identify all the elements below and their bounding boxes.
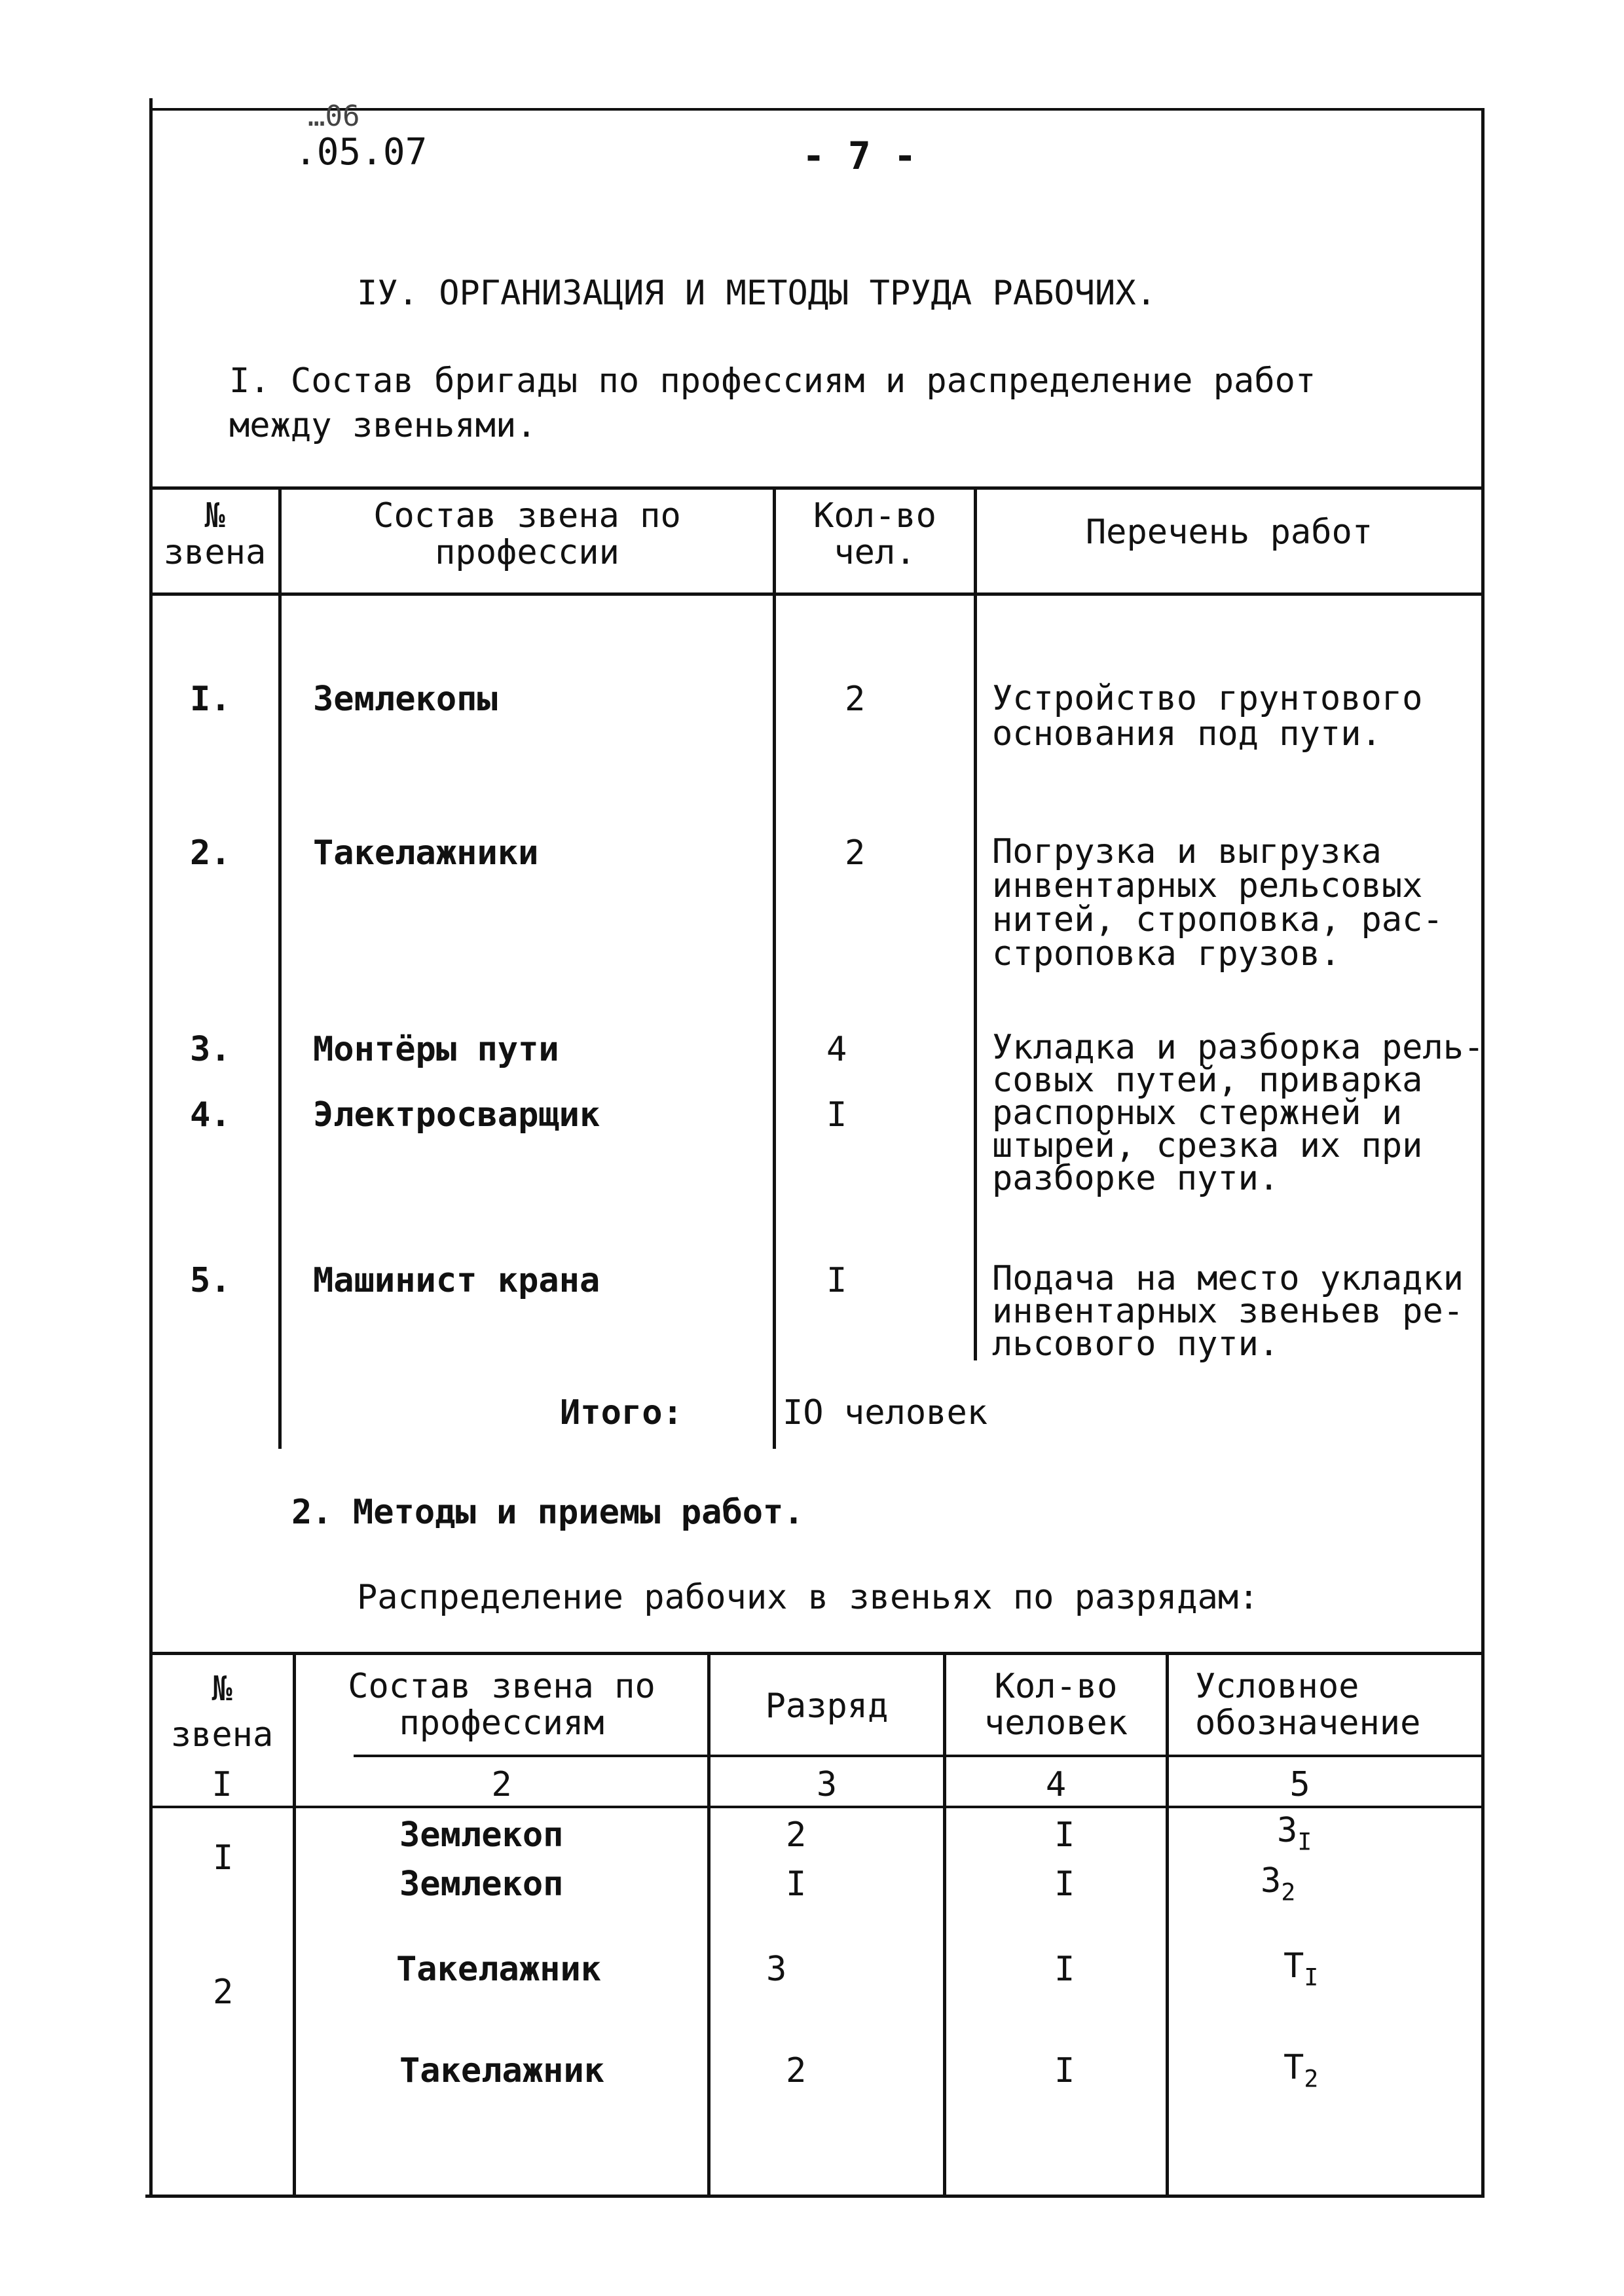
table1-row-name: Монтёры пути (313, 1030, 559, 1069)
table2-row-symbol-index: I (1297, 1827, 1312, 1856)
table2-row-symbol-index: 2 (1304, 2064, 1319, 2093)
table1-row-num: 4. (190, 1095, 231, 1135)
page-number: - 7 - (802, 134, 917, 178)
table1-col-divider-1 (278, 486, 282, 1449)
table1-header-rule (149, 592, 1485, 596)
table1-row-name: Землекопы (313, 680, 498, 719)
table2-row-name: Землекоп (399, 1815, 564, 1855)
table1-header-works: Перечень работ (1085, 513, 1373, 552)
table2-header-count: Кол-во человек (984, 1667, 1128, 1743)
subsection1-title: I. Состав бригады по профессиям и распределение работ между звеньями. (229, 361, 1316, 445)
table1-row-num: I. (190, 680, 231, 719)
table1-row-num: 2. (190, 833, 231, 873)
frame-bottom (145, 2195, 1485, 2198)
table1-row-num: 5. (190, 1261, 231, 1300)
table2-header-composition: Состав звена по профессиям (348, 1667, 655, 1743)
table2-row-grade: 2 (786, 1815, 807, 1855)
table1-total-label: Итого: (560, 1393, 683, 1432)
table2-row-symbol (1277, 1812, 1312, 1861)
table1-header-composition: Состав звена по профессии (373, 496, 681, 572)
table2-col-divider-2 (707, 1652, 710, 2196)
table1-top-rule (149, 486, 1485, 490)
table2-row-symbol-index: 2 (1281, 1878, 1296, 1906)
doc-code: .05.07 (295, 131, 428, 173)
table2-row-symbol-letter: Т (1283, 2048, 1304, 2087)
table2-header-num: № звена (170, 1669, 274, 1755)
table2-row-symbol-letter: Т (1283, 1946, 1304, 1986)
table2-header-grade: Разряд (765, 1686, 889, 1726)
table2-row-count: I (1054, 1815, 1075, 1855)
table1-row-name: Электросварщик (313, 1095, 600, 1135)
doc-code-prefix: …06 (308, 100, 360, 133)
table2-row-grade: I (786, 1865, 807, 1904)
table1-row-works: Укладка и разборка рель- совых путей, приварка распорных стержней и штырей, срезка их при разборке пути. (992, 1028, 1485, 1198)
table2-row-count: I (1054, 1950, 1075, 1989)
table1-row-count: I (826, 1095, 847, 1135)
table1-row-count: I (826, 1261, 847, 1300)
table2-col-number: 2 (491, 1765, 512, 1804)
frame-left (149, 98, 153, 2196)
table2-row-grade: 3 (766, 1950, 787, 1989)
table2-col-number: I (212, 1765, 232, 1804)
table2-row-name: Землекоп (399, 1865, 564, 1904)
table2-header-mid-rule (354, 1755, 1485, 1757)
table1-total-value: IO человек (783, 1393, 988, 1432)
table1-row-count: 2 (845, 833, 866, 873)
table2-row-symbol (1261, 1863, 1295, 1911)
table2-row-name: Такелажник (396, 1950, 602, 1989)
section-title: IУ. ОРГАНИЗАЦИЯ И МЕТОДЫ ТРУДА РАБОЧИХ. (357, 274, 1156, 313)
table2-row-count: I (1054, 2051, 1075, 2090)
table2-group-num: 2 (213, 1973, 234, 2012)
table2-row-name: Такелажник (399, 2051, 605, 2090)
table2-col-number: 4 (1045, 1765, 1067, 1804)
table1-row-name: Такелажники (313, 833, 539, 873)
table1-row-count: 4 (826, 1030, 847, 1069)
table2-row-symbol-letter: З (1261, 1861, 1282, 1901)
table1-row-name: Машинист крана (313, 1261, 600, 1300)
table2-top-rule (149, 1652, 1485, 1655)
table1-row-works: Погрузка и выгрузка инвентарных рельсовых нитей, строповка, рас- строповка грузов. (992, 832, 1443, 974)
table1-row-num: 3. (190, 1030, 231, 1069)
table2-col-number: 3 (816, 1765, 838, 1804)
table1-row-works: Устройство грунтового основания под пути. (992, 679, 1423, 754)
table1-col-divider-2 (773, 486, 776, 1449)
table1-row-count: 2 (845, 680, 866, 719)
table2-row-symbol (1283, 1948, 1318, 1996)
table1-col-divider-3 (974, 486, 977, 1360)
table2-row-grade: 2 (786, 2051, 807, 2090)
table1-row-works: Подача на место укладки инвентарных звеньев ре- льсового пути. (992, 1259, 1464, 1364)
table2-group-num: I (213, 1838, 234, 1878)
table1-header-num: № звена (163, 496, 267, 572)
subsection2-title: 2. Методы и приемы работ. (291, 1493, 804, 1532)
table2-header-symbol: Условное обозначение (1195, 1667, 1421, 1743)
table2-col-divider-4 (1166, 1652, 1169, 2196)
table2-row-symbol-letter: З (1277, 1811, 1298, 1850)
table2-row-symbol (1283, 2049, 1318, 2098)
table2-caption: Распределение рабочих в звеньях по разрядам: (357, 1578, 1259, 1617)
table2-row-symbol-index: I (1304, 1963, 1319, 1992)
table1-header-count: Кол-во чел. (813, 496, 936, 572)
table2-row-count: I (1054, 1865, 1075, 1904)
table2-col-number: 5 (1289, 1765, 1310, 1804)
table2-header-rule (149, 1806, 1485, 1808)
